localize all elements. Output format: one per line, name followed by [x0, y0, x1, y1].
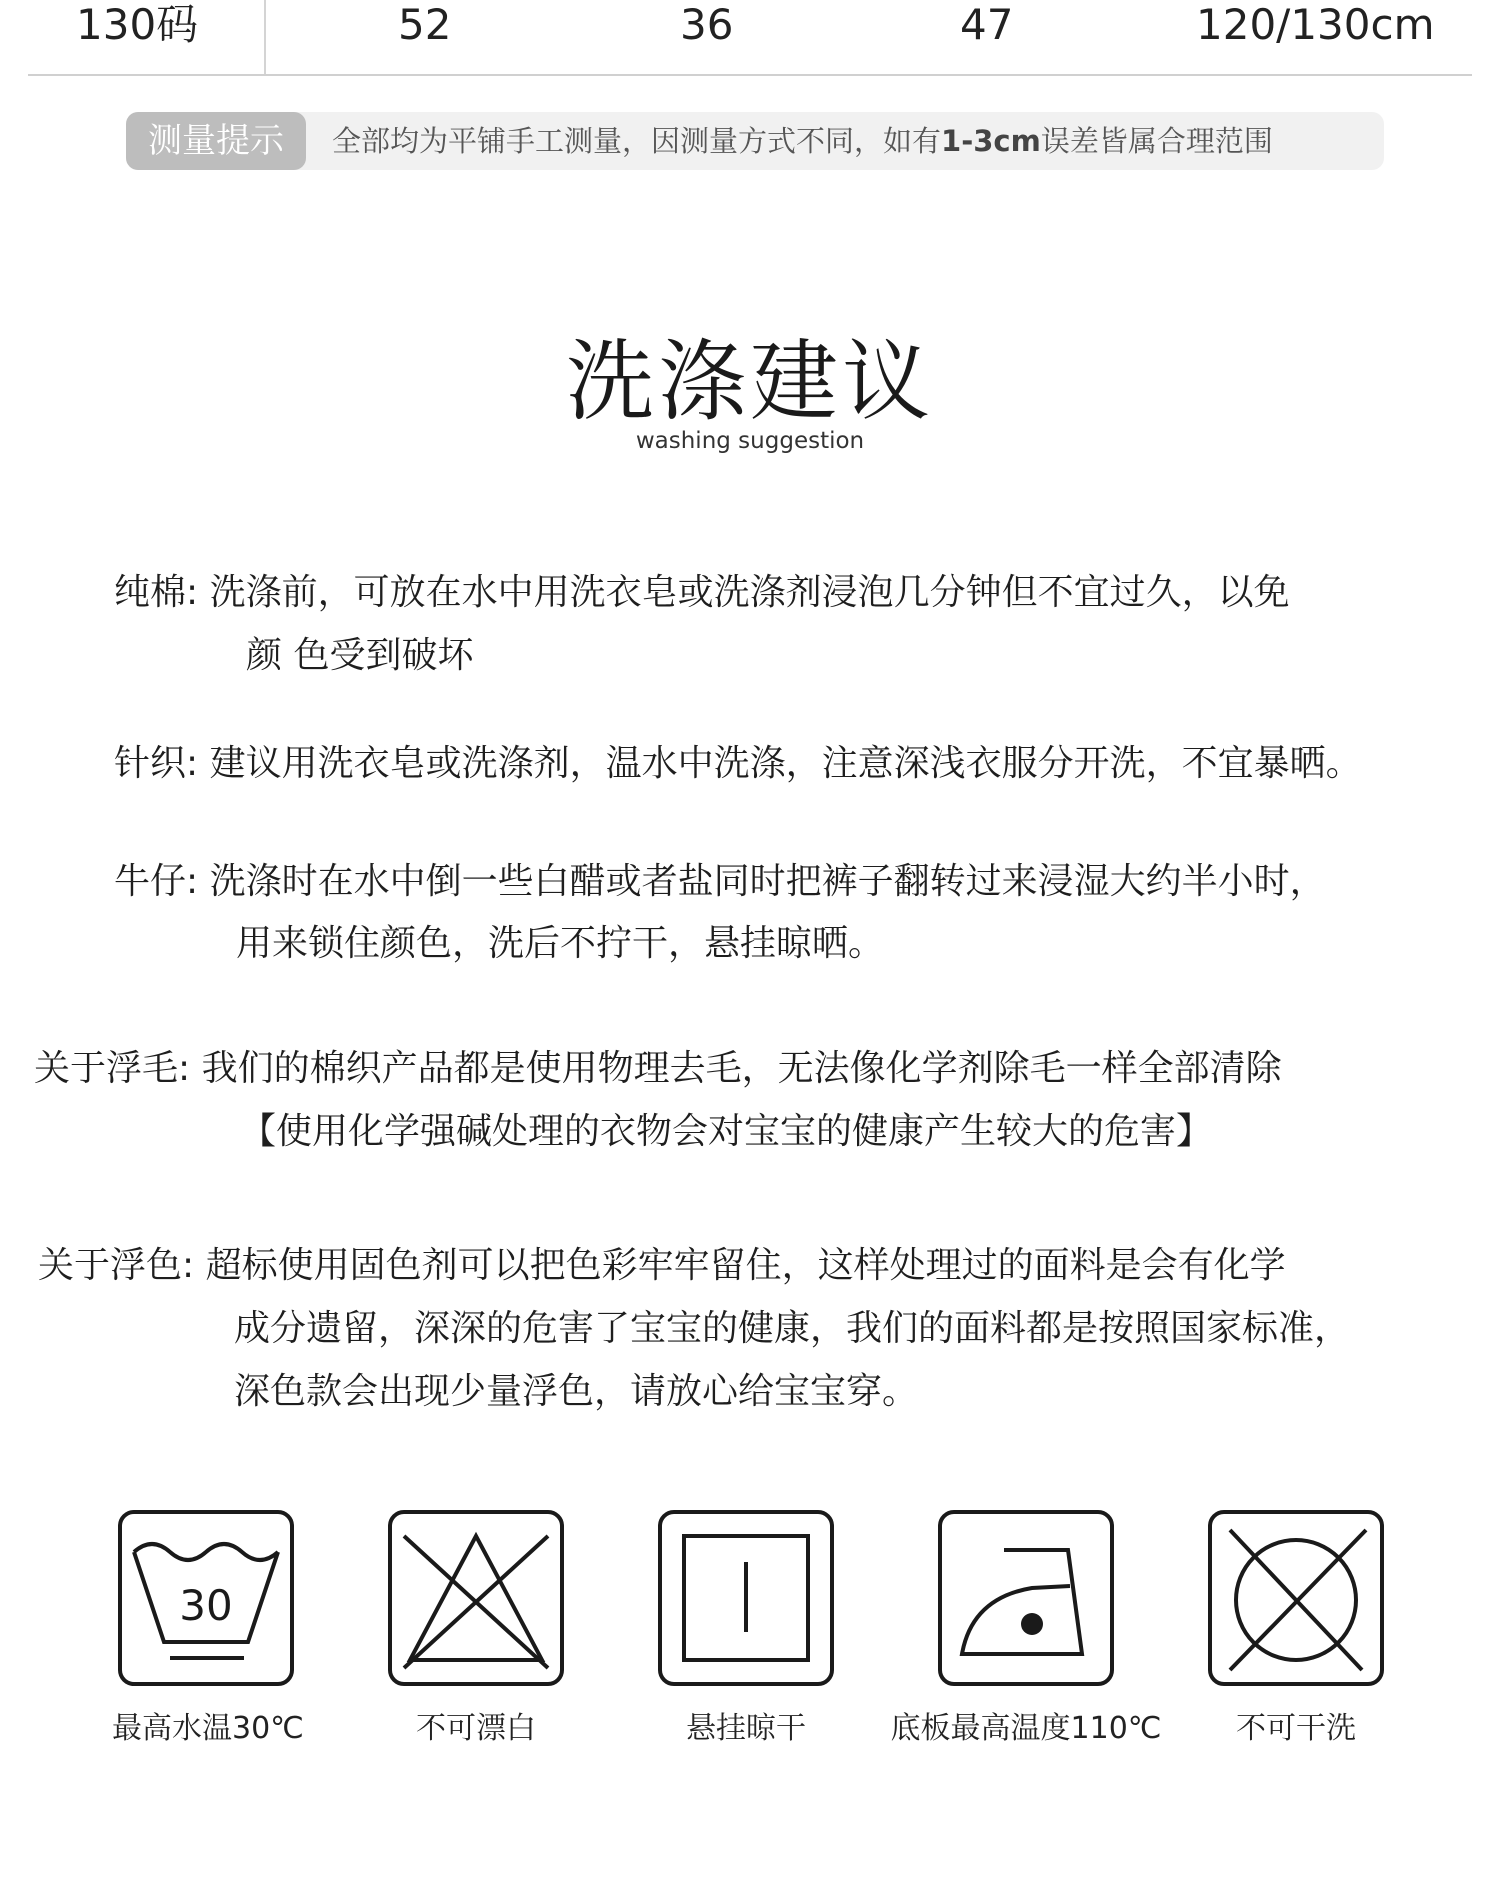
lint-paragraph — [34, 1037, 1282, 1100]
iron-svg — [942, 1514, 1110, 1682]
no-dry-clean-label: 不可干洗 — [1236, 1711, 1356, 1746]
cotton-line-1: 洗涤前，可放在水中用洗衣皂或洗涤剂浸泡几分钟但不宜过久，以免 — [209, 572, 1290, 613]
measure-tip-text — [332, 112, 1273, 170]
dye-paragraph — [38, 1234, 1286, 1297]
lint-line-2: 【使用化学强碱处理的衣物会对宝宝的健康产生较大的危害】 — [240, 1111, 1213, 1152]
size-table-row — [28, 0, 1472, 76]
wash-tub-svg — [122, 1514, 290, 1682]
no-bleach-icon — [388, 1510, 564, 1686]
knit-label: 针织: — [114, 743, 199, 784]
wash-30-icon — [118, 1510, 294, 1686]
hang-dry-icon — [658, 1510, 834, 1686]
measure-tip-badge: 测量提示 — [126, 112, 306, 170]
cotton-line-2: 颜 色受到破坏 — [246, 635, 474, 676]
section-subtitle: washing suggestion — [635, 428, 865, 454]
table-cell: 47 — [960, 0, 1014, 49]
lint-line-1: 我们的棉织产品都是使用物理去毛，无法像化学剂除毛一样全部清除 — [201, 1048, 1282, 1089]
dye-line-3: 深色款会出现少量浮色，请放心给宝宝穿。 — [234, 1371, 919, 1412]
denim-line-1: 洗涤时在水中倒一些白醋或者盐同时把裤子翻转过来浸湿大约半小时， — [209, 861, 1326, 902]
tip-text-before: 全部均为平铺手工测量，因测量方式不同，如有 — [332, 124, 942, 158]
hang-dry-label: 悬挂晾干 — [686, 1711, 806, 1746]
dye-line-2: 成分遗留，深深的危害了宝宝的健康，我们的面料都是按照国家标准， — [234, 1308, 1351, 1349]
dye-label: 关于浮色: — [38, 1245, 195, 1286]
no-dry-clean-svg — [1212, 1514, 1380, 1682]
lint-label: 关于浮毛: — [34, 1048, 191, 1089]
no-dry-clean-icon — [1208, 1510, 1384, 1686]
tip-text-after: 误差皆属合理范围 — [1040, 124, 1273, 158]
tip-text-strong: 1-3cm — [941, 124, 1041, 158]
iron-110-icon — [938, 1510, 1114, 1686]
section-title: 洗涤建议 — [565, 330, 934, 433]
iron-temp-label: 底板最高温度110℃ — [890, 1711, 1162, 1746]
denim-line-2: 用来锁住颜色，洗后不拧干，悬挂晾晒。 — [236, 923, 885, 964]
denim-paragraph — [114, 850, 1326, 913]
cotton-paragraph — [114, 561, 1290, 624]
no-bleach-svg — [392, 1514, 560, 1682]
dye-line-1: 超标使用固色剂可以把色彩牢牢留住，这样处理过的面料是会有化学 — [205, 1245, 1286, 1286]
table-divider — [264, 0, 266, 74]
height-cell: 120/130cm — [1196, 0, 1435, 49]
knit-paragraph — [114, 732, 1362, 795]
measure-tip — [126, 112, 1384, 170]
wash-temp-label: 最高水温30℃ — [112, 1711, 304, 1746]
denim-label: 牛仔: — [114, 861, 199, 902]
table-cell: 52 — [398, 0, 452, 49]
hang-dry-svg — [662, 1514, 830, 1682]
no-bleach-label: 不可漂白 — [416, 1711, 536, 1746]
cotton-label: 纯棉: — [114, 572, 199, 613]
size-cell: 130码 — [76, 0, 199, 49]
wash-temp-number: 30 — [179, 1581, 233, 1630]
knit-line-1: 建议用洗衣皂或洗涤剂，温水中洗涤，注意深浅衣服分开洗，不宜暴晒。 — [209, 743, 1362, 784]
table-cell: 36 — [680, 0, 734, 49]
